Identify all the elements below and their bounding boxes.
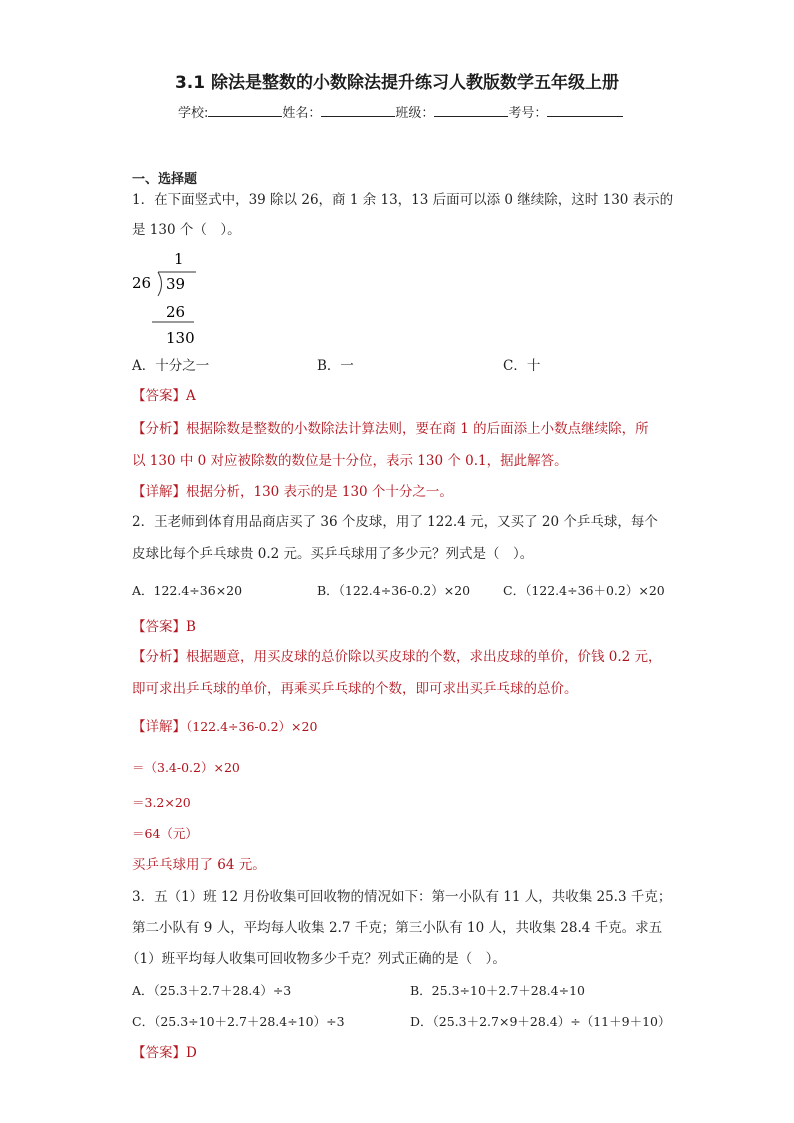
name-blank[interactable]	[321, 104, 395, 117]
long-division-figure	[128, 248, 218, 348]
detail-tag: 【详解】	[132, 484, 186, 500]
detail-tag: 【详解】	[132, 719, 186, 735]
analysis-tag: 【分析】	[132, 421, 186, 437]
q1-option-a[interactable]: A．十分之一	[132, 358, 210, 374]
analysis-text: 根据题意，用买皮球的总价除以买皮球的个数，求出皮球的单价，价钱 0.2 元，	[186, 649, 662, 665]
q2-answer	[132, 621, 196, 635]
q3-option-a[interactable]: A．（25.3＋2.7＋28.4）÷3	[132, 983, 292, 998]
detail-text: 根据分析，130 表示的是 130 个十分之一。	[186, 484, 453, 500]
q2-detail-line3: ＝3.2×20	[132, 795, 191, 810]
division-remainder: 130	[166, 329, 195, 347]
detail-line1: （122.4÷36-0.2）×20	[186, 719, 318, 734]
answer-value: A	[186, 388, 196, 404]
q3-option-b[interactable]: B．25.3÷10＋2.7＋28.4÷10	[410, 983, 585, 998]
q1-line2: 是 130 个（ ）。	[132, 222, 241, 238]
q2-line1: 2．王老师到体育用品商店买了 36 个皮球，用了 122.4 元，又买了 20 个乒乓球，每个	[132, 514, 658, 530]
number-label: 考号：	[508, 106, 548, 121]
q2-option-a[interactable]: A．122.4÷36×20	[132, 583, 243, 598]
school-blank[interactable]	[208, 104, 282, 117]
q3-option-d[interactable]: D．（25.3＋2.7×9＋28.4）÷（11＋9＋10）	[410, 1014, 671, 1029]
q2-analysis-line2: 即可求出乒乓球的单价，再乘买乒乓球的个数，即可求出买乒乓球的总价。	[132, 681, 578, 697]
q1-detail	[132, 486, 453, 500]
q2-detail-line2: ＝（3.4-0.2）×20	[132, 760, 240, 775]
answer-value: B	[186, 619, 196, 635]
section-title: 一、选择题	[132, 172, 198, 187]
page-title: 3.1 除法是整数的小数除法提升练习人教版数学五年级上册	[174, 73, 620, 93]
class-label: 班级：	[395, 106, 435, 121]
q3-option-c[interactable]: C．（25.3÷10＋2.7＋28.4÷10）÷3	[132, 1014, 345, 1029]
q2-detail-line5: 买乒乓球用了 64 元。	[132, 857, 266, 873]
q1-analysis	[132, 423, 649, 437]
division-bracket	[158, 272, 162, 296]
division-divisor: 26	[132, 274, 152, 292]
student-info	[178, 102, 623, 121]
answer-tag: 【答案】	[132, 1045, 186, 1061]
q1-answer	[132, 390, 196, 404]
division-dividend: 39	[166, 275, 186, 293]
q2-option-b[interactable]: B．（122.4÷36-0.2）×20	[317, 583, 471, 598]
q2-option-c[interactable]: C．（122.4÷36＋0.2）×20	[503, 583, 665, 598]
answer-value: D	[186, 1045, 197, 1061]
answer-tag: 【答案】	[132, 619, 186, 635]
division-product: 26	[166, 303, 186, 321]
q2-detail-line4: ＝64（元）	[132, 826, 198, 841]
q1-analysis-line2: 以 130 中 0 对应被除数的数位是十分位，表示 130 个 0.1，据此解答。	[132, 453, 568, 469]
q1-option-b[interactable]: B．一	[317, 358, 354, 374]
answer-tag: 【答案】	[132, 388, 186, 404]
q2-analysis	[132, 651, 662, 665]
q3-answer	[132, 1047, 197, 1061]
analysis-text: 根据除数是整数的小数除法计算法则，要在商 1 的后面添上小数点继续除，所	[186, 421, 649, 437]
q3-line1: 3．五（1）班 12 月份收集可回收物的情况如下：第一小队有 11 人，共收集 25.3 千克；	[132, 889, 672, 905]
class-blank[interactable]	[434, 104, 508, 117]
analysis-tag: 【分析】	[132, 649, 186, 665]
q2-detail	[132, 721, 317, 735]
school-label: 学校:	[178, 106, 209, 121]
q1-line1: 1．在下面竖式中，39 除以 26，商 1 余 13，13 后面可以添 0 继续除，这时 130 表示的	[132, 192, 674, 208]
name-label: 姓名：	[282, 106, 322, 121]
q3-line3: （1）班平均每人收集可回收物多少千克？列式正确的是（ ）。	[126, 951, 506, 967]
q2-line2: 皮球比每个乒乓球贵 0.2 元。买乒乓球用了多少元？列式是（ ）。	[132, 546, 534, 562]
q3-line2: 第二小队有 9 人，平均每人收集 2.7 千克；第三小队有 10 人，共收集 28.4 千克。求五	[132, 920, 663, 936]
division-quotient: 1	[174, 250, 184, 268]
q1-option-c[interactable]: C．十	[503, 358, 541, 374]
number-blank[interactable]	[547, 104, 623, 117]
